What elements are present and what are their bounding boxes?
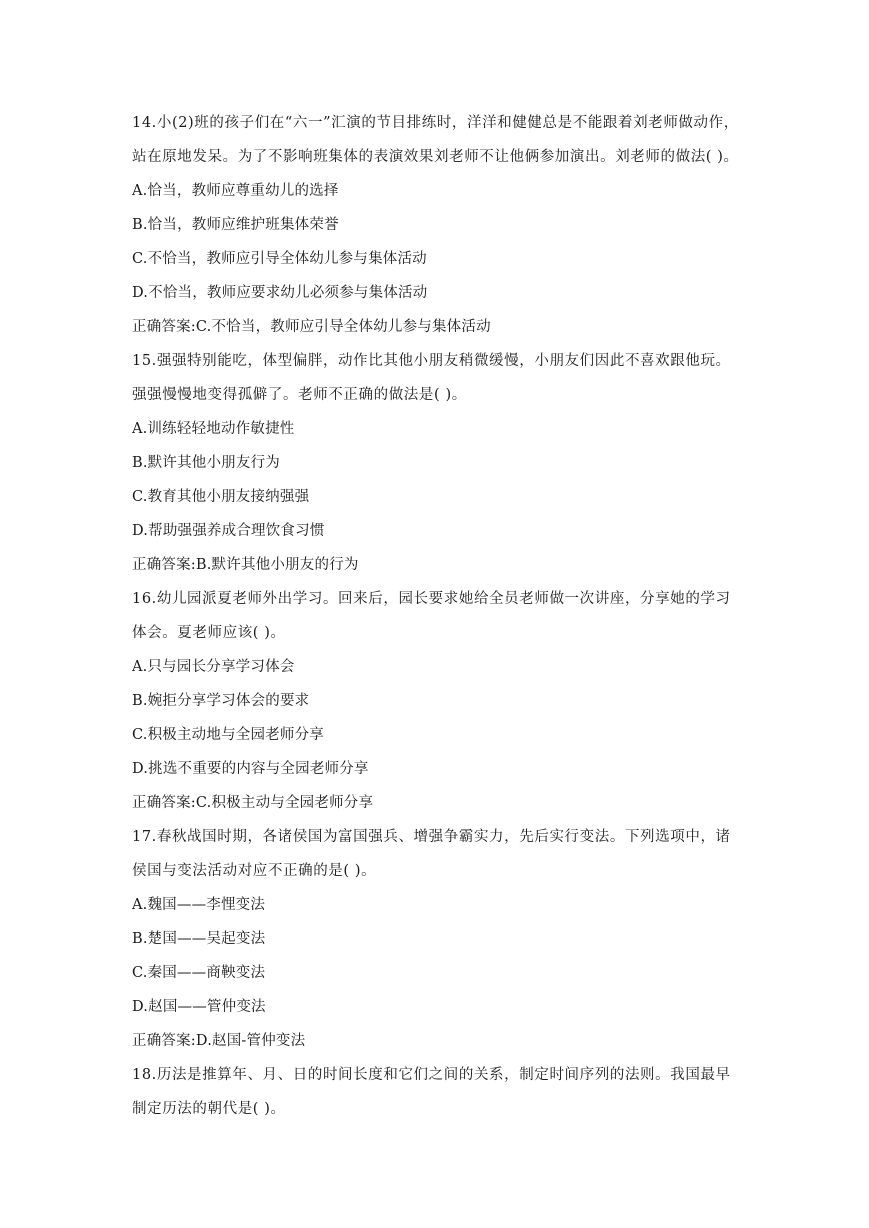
option-a: A.训练轻轻地动作敏捷性 bbox=[132, 421, 295, 437]
option-c: C.秦国——商鞅变法 bbox=[132, 965, 266, 981]
option-a: A.只与园长分享学习体会 bbox=[132, 659, 295, 675]
option-d: D.赵国——管仲变法 bbox=[132, 999, 266, 1015]
correct-answer: 正确答案:B.默许其他小朋友的行为 bbox=[132, 557, 359, 573]
option-a: A.恰当，教师应尊重幼儿的选择 bbox=[132, 183, 339, 199]
question-stem-line: 强强慢慢地变得孤僻了。老师不正确的做法是( )。 bbox=[132, 387, 467, 403]
option-c: C.积极主动地与全园老师分享 bbox=[132, 727, 324, 743]
question-stem-line: 14.小(2)班的孩子们在“六一”汇演的节目排练时，洋洋和健健总是不能跟着刘老师做动作， bbox=[132, 115, 739, 131]
question-17 bbox=[132, 820, 742, 1058]
question-stem-line: 16.幼儿园派夏老师外出学习。回来后，园长要求她给全员老师做一次讲座，分享她的学习 bbox=[132, 591, 731, 607]
option-c: C.教育其他小朋友接纳强强 bbox=[132, 489, 310, 505]
option-b: B.楚国——吴起变法 bbox=[132, 931, 266, 947]
option-b: B.默许其他小朋友行为 bbox=[132, 455, 280, 471]
option-b: B.恰当，教师应维护班集体荣誉 bbox=[132, 217, 339, 233]
question-stem-line: 体会。夏老师应该( )。 bbox=[132, 625, 286, 641]
question-stem-line: 侯国与变法活动对应不正确的是( )。 bbox=[132, 863, 377, 879]
option-d: D.挑选不重要的内容与全园老师分享 bbox=[132, 761, 369, 777]
question-stem-line: 15.强强特别能吃，体型偏胖，动作比其他小朋友稍微缓慢，小朋友们因此不喜欢跟他玩。 bbox=[132, 353, 731, 369]
correct-answer: 正确答案:C.不恰当，教师应引导全体幼儿参与集体活动 bbox=[132, 319, 491, 335]
question-14 bbox=[132, 106, 742, 344]
question-stem-line: 17.春秋战国时期，各诸侯国为富国强兵、增强争霸实力，先后实行变法。下列选项中，诸 bbox=[132, 829, 731, 845]
question-15 bbox=[132, 344, 742, 582]
option-b: B.婉拒分享学习体会的要求 bbox=[132, 693, 310, 709]
question-stem-line: 制定历法的朝代是( )。 bbox=[132, 1101, 286, 1117]
option-d: D.不恰当，教师应要求幼儿必须参与集体活动 bbox=[132, 285, 428, 301]
question-16 bbox=[132, 582, 742, 820]
question-stem-line: 站在原地发呆。为了不影响班集体的表演效果刘老师不让他俩参加演出。刘老师的做法( )。 bbox=[132, 149, 739, 165]
question-stem-line: 18.历法是推算年、月、日的时间长度和它们之间的关系，制定时间序列的法则。我国最早 bbox=[132, 1067, 731, 1083]
correct-answer: 正确答案:D.赵国-管仲变法 bbox=[132, 1033, 306, 1049]
correct-answer: 正确答案:C.积极主动与全园老师分享 bbox=[132, 795, 374, 811]
option-a: A.魏国——李悝变法 bbox=[132, 897, 266, 913]
question-18 bbox=[132, 1058, 742, 1126]
option-c: C.不恰当，教师应引导全体幼儿参与集体活动 bbox=[132, 251, 427, 267]
option-d: D.帮助强强养成合理饮食习惯 bbox=[132, 523, 325, 539]
document-page bbox=[132, 106, 742, 1126]
